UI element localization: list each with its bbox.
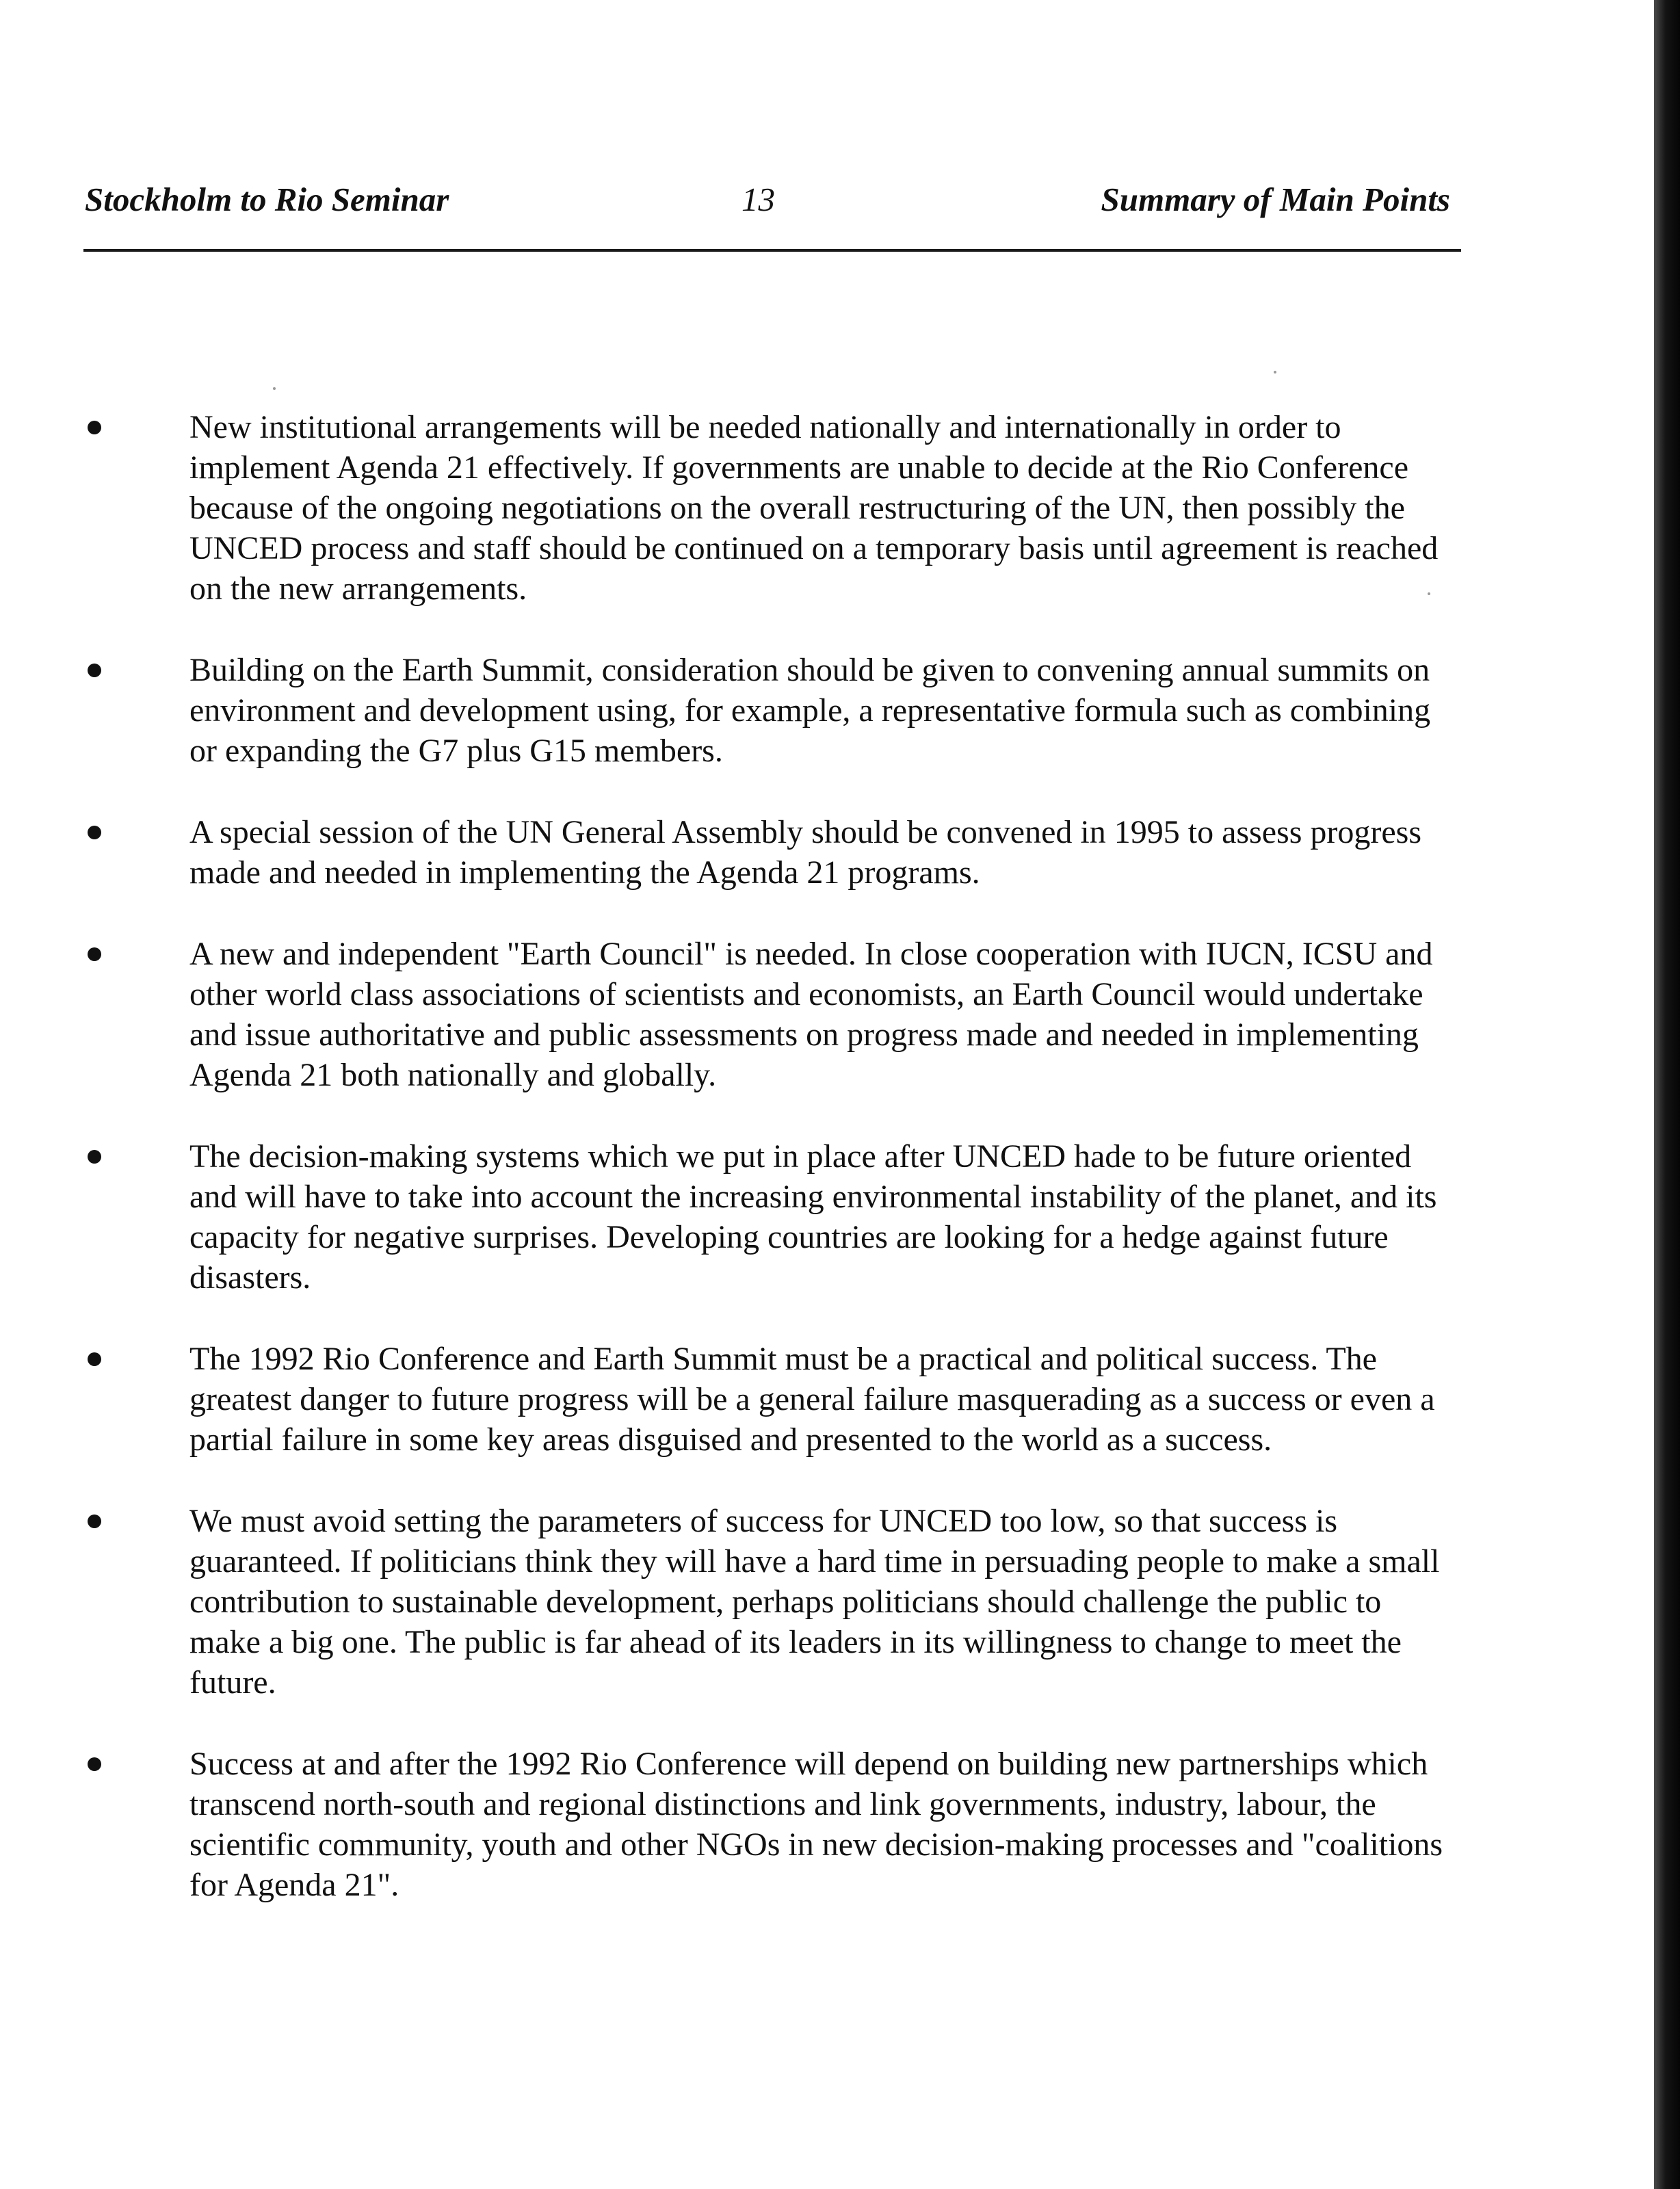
header-divider (83, 249, 1461, 252)
bullet-icon (88, 826, 101, 839)
bullet-icon (88, 664, 101, 677)
list-item (85, 812, 1453, 893)
scan-speck (1428, 592, 1430, 595)
scan-speck (273, 387, 276, 390)
bullet-icon (88, 421, 101, 434)
list-item (85, 934, 1453, 1095)
bullet-icon (88, 1515, 101, 1528)
scan-edge-shadow (1654, 0, 1680, 2189)
bullet-text: A special session of the UN General Assembly should be convened in 1995 to assess progress made and needed in implementing the Agenda 21 programs. (189, 814, 1422, 891)
running-title: Stockholm to Rio Seminar (85, 181, 449, 218)
page-number: 13 (741, 181, 775, 218)
bullet-text: We must avoid setting the parameters of success for UNCED too low, so that success is guaranteed. If politicians think they will have a hard time in persuading people to make a small contribution to sustainable development, perhaps politicians should challenge the public to make a big one. The public is far ahead of its leaders in its willingness to change to meet the future. (189, 1503, 1440, 1701)
list-item (85, 1339, 1453, 1460)
bullet-text: The decision-making systems which we put in place after UNCED hade to be future oriented and will have to take into account the increasing environmental instability of the planet, and its capacity for negative surprises. Developing countries are looking for a hedge against future disasters. (189, 1138, 1437, 1296)
summary-bullet-list (85, 407, 1453, 1946)
list-item (85, 1501, 1453, 1703)
bullet-text: The 1992 Rio Conference and Earth Summit must be a practical and political success. The greatest danger to future progress will be a general failure masquerading as a success or even a partial failure in some key areas disguised and presented to the world as a success. (189, 1341, 1435, 1458)
scan-speck (1274, 371, 1276, 373)
bullet-icon (88, 947, 101, 961)
section-title: Summary of Main Points (1101, 181, 1450, 218)
bullet-icon (88, 1352, 101, 1366)
bullet-icon (88, 1150, 101, 1164)
bullet-text: A new and independent "Earth Council" is needed. In close cooperation with IUCN, ICSU and other world class associations of scientists and economists, an Earth Council would undertake and issue authoritative and public assessments on progress made and needed in implementing Agenda 21 both nationally and globally. (189, 936, 1433, 1093)
list-item (85, 407, 1453, 609)
list-item (85, 1136, 1453, 1298)
bullet-text: Success at and after the 1992 Rio Conference will depend on building new partnerships which transcend north-south and regional distinctions and link governments, industry, labour, the scientific community, youth and other NGOs in new decision-making processes and "coalitions for Agenda 21". (189, 1746, 1443, 1903)
list-item (85, 650, 1453, 771)
bullet-text: New institutional arrangements will be needed nationally and internationally in order to implement Agenda 21 effectively. If governments are unable to decide at the Rio Conference because of the ongoing negotiations on the overall restructuring of the UN, then possibly the UNCED process and staff should be continued on a temporary basis until agreement is reached on the new arrangements. (189, 409, 1439, 607)
bullet-icon (88, 1757, 101, 1771)
list-item (85, 1744, 1453, 1905)
bullet-text: Building on the Earth Summit, consideration should be given to convening annual summits on environment and development using, for example, a representative formula such as combining or expanding the G7 plus G15 members. (189, 652, 1431, 769)
page-header (85, 172, 1450, 227)
